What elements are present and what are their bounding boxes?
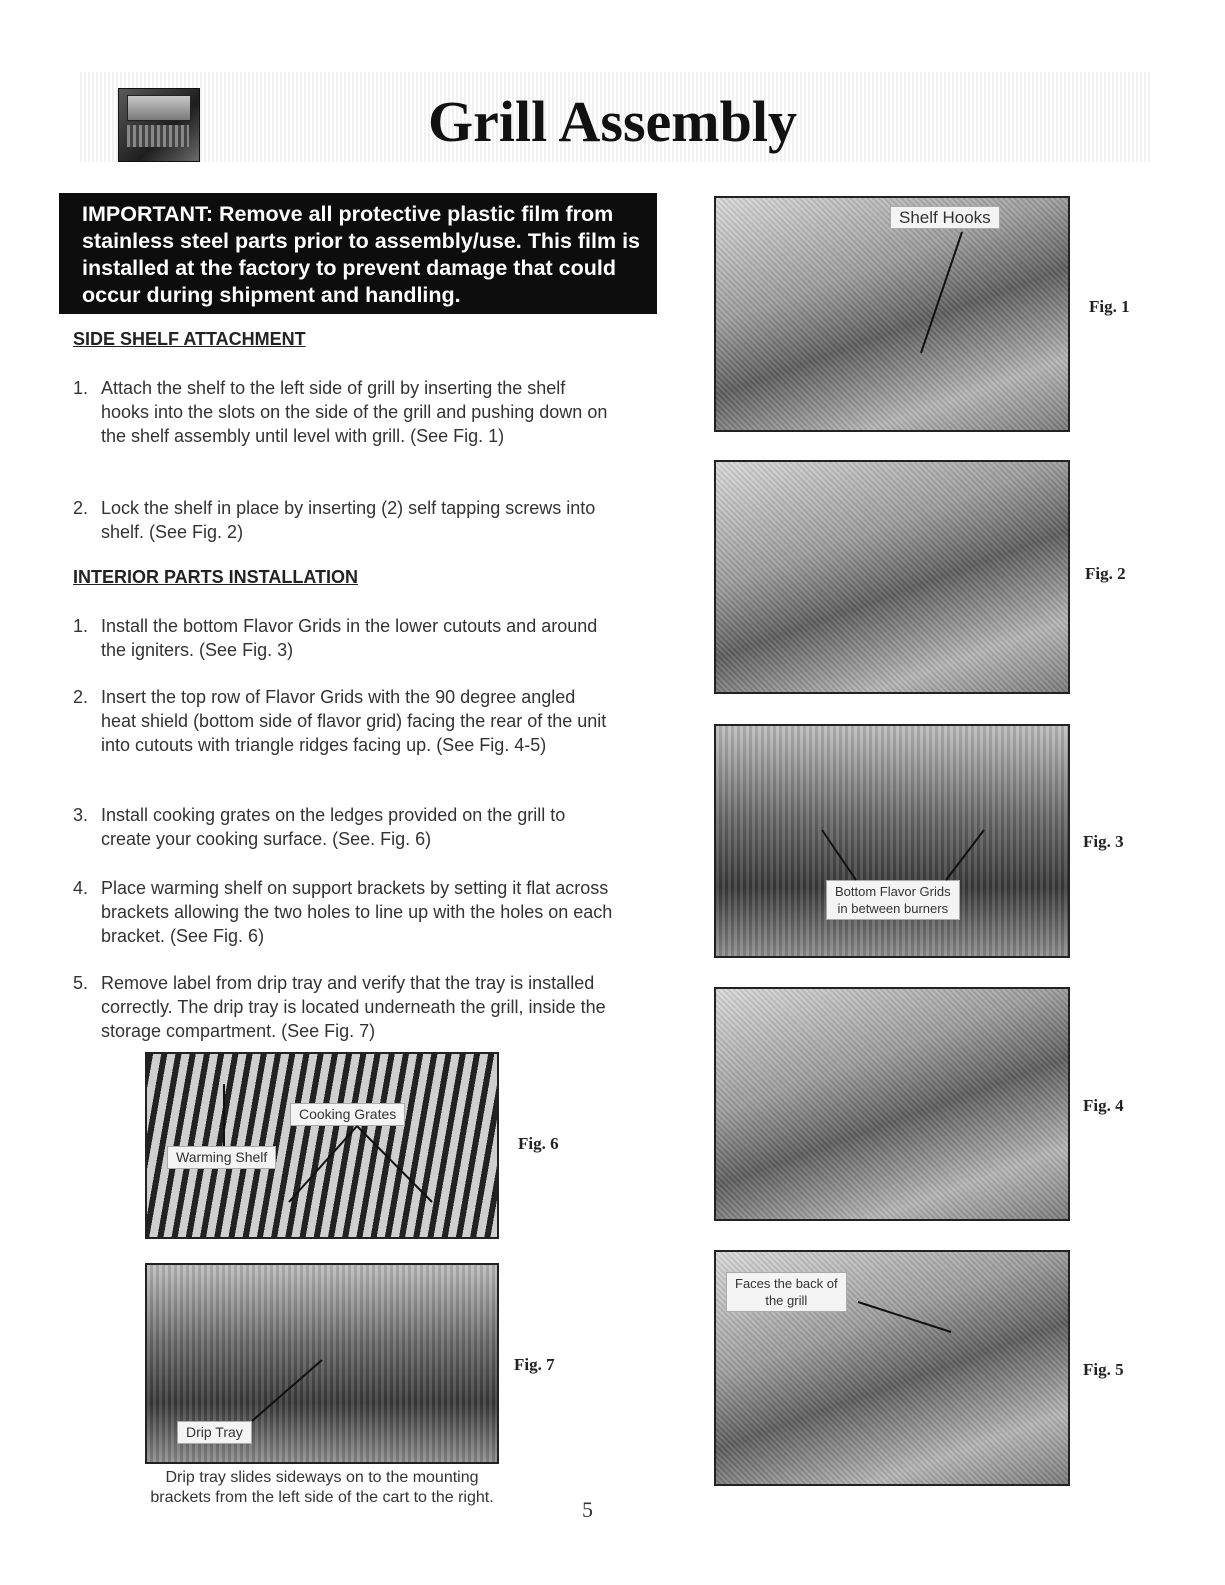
callout-cooking-grates: Cooking Grates	[290, 1103, 405, 1126]
figure-6-label: Fig. 6	[518, 1134, 559, 1153]
step-text: Place warming shelf on support brackets by setting it flat across brackets allowing the two holes to line up with the holes on each bracket. (See Fig. 6)	[101, 878, 613, 946]
arrow-lines	[147, 1265, 499, 1464]
figure-6-photo	[145, 1052, 499, 1239]
step-text: Insert the top row of Flavor Grids with the 90 degree angled heat shield (bottom side of flavor grid) facing the rear of the unit into cutouts with triangle ridges facing up. (See Fig. 4-5)	[101, 687, 607, 755]
section-heading-side-shelf: SIDE SHELF ATTACHMENT	[73, 329, 306, 349]
figure-7-caption	[112, 1468, 532, 1508]
list-item	[73, 803, 613, 851]
list-item	[73, 876, 613, 948]
callout-drip-tray: Drip Tray	[177, 1421, 252, 1444]
figure-2-photo	[714, 460, 1070, 694]
step-number: 5.	[73, 973, 89, 993]
list-item	[73, 971, 613, 1043]
step-number: 1.	[73, 378, 89, 398]
callout-shelf-hooks: Shelf Hooks	[890, 206, 1000, 229]
page-number: 5	[582, 1497, 593, 1522]
step-number: 2.	[73, 687, 89, 707]
callout-line: the grill	[765, 1293, 808, 1308]
figure-3-label: Fig. 3	[1083, 832, 1124, 851]
arrow-lines	[147, 1054, 499, 1239]
figure-1-photo	[714, 196, 1070, 432]
callout-line: Faces the back of	[735, 1276, 838, 1291]
caption-line: brackets from the left side of the cart to the right.	[150, 1489, 494, 1506]
page-title: Grill Assembly	[428, 89, 797, 154]
step-text: Install the bottom Flavor Grids in the lower cutouts and around the igniters. (See Fig. 3)	[101, 616, 598, 660]
figure-3-photo	[714, 724, 1070, 958]
figure-7-label: Fig. 7	[514, 1355, 555, 1374]
callout-line: in between burners	[837, 901, 949, 916]
step-text: Attach the shelf to the left side of grill by inserting the shelf hooks into the slots on the side of the grill and pushing down on the shelf assembly until level with grill. (See Fig. 1)	[101, 378, 608, 446]
figure-4-photo	[714, 987, 1070, 1221]
arrow-lines	[716, 726, 1070, 958]
figure-4-label: Fig. 4	[1083, 1096, 1124, 1115]
figure-2-label: Fig. 2	[1085, 564, 1126, 583]
figure-1-label: Fig. 1	[1089, 297, 1130, 316]
figure-5-label: Fig. 5	[1083, 1360, 1124, 1379]
step-number: 4.	[73, 878, 89, 898]
arrow-lines	[716, 198, 1070, 432]
step-text: Lock the shelf in place by inserting (2) self tapping screws into shelf. (See Fig. 2)	[101, 498, 596, 542]
list-item	[73, 614, 613, 662]
step-number: 2.	[73, 498, 89, 518]
list-item	[73, 496, 613, 544]
important-notice: IMPORTANT: Remove all protective plastic film from stainless steel parts prior to assembly/use. This film is installed at the factory to prevent damage that could occur during shipment and handling.	[59, 193, 657, 314]
section-heading-interior: INTERIOR PARTS INSTALLATION	[73, 567, 358, 587]
figure-5-photo	[714, 1250, 1070, 1486]
step-number: 3.	[73, 805, 89, 825]
figure-7-photo	[145, 1263, 499, 1464]
callout-warming-shelf: Warming Shelf	[167, 1146, 276, 1169]
caption-line: Drip tray slides sideways on to the mounting	[165, 1469, 479, 1486]
list-item	[73, 376, 613, 448]
list-item	[73, 685, 613, 757]
step-number: 1.	[73, 616, 89, 636]
arrow-lines	[716, 1252, 1070, 1486]
step-text: Remove label from drip tray and verify that the tray is installed correctly. The drip tray is located underneath the grill, inside the storage compartment. (See Fig. 7)	[101, 973, 606, 1041]
step-text: Install cooking grates on the ledges provided on the grill to create your cooking surface. (See. Fig. 6)	[101, 805, 566, 849]
callout-line: Bottom Flavor Grids	[835, 884, 951, 899]
